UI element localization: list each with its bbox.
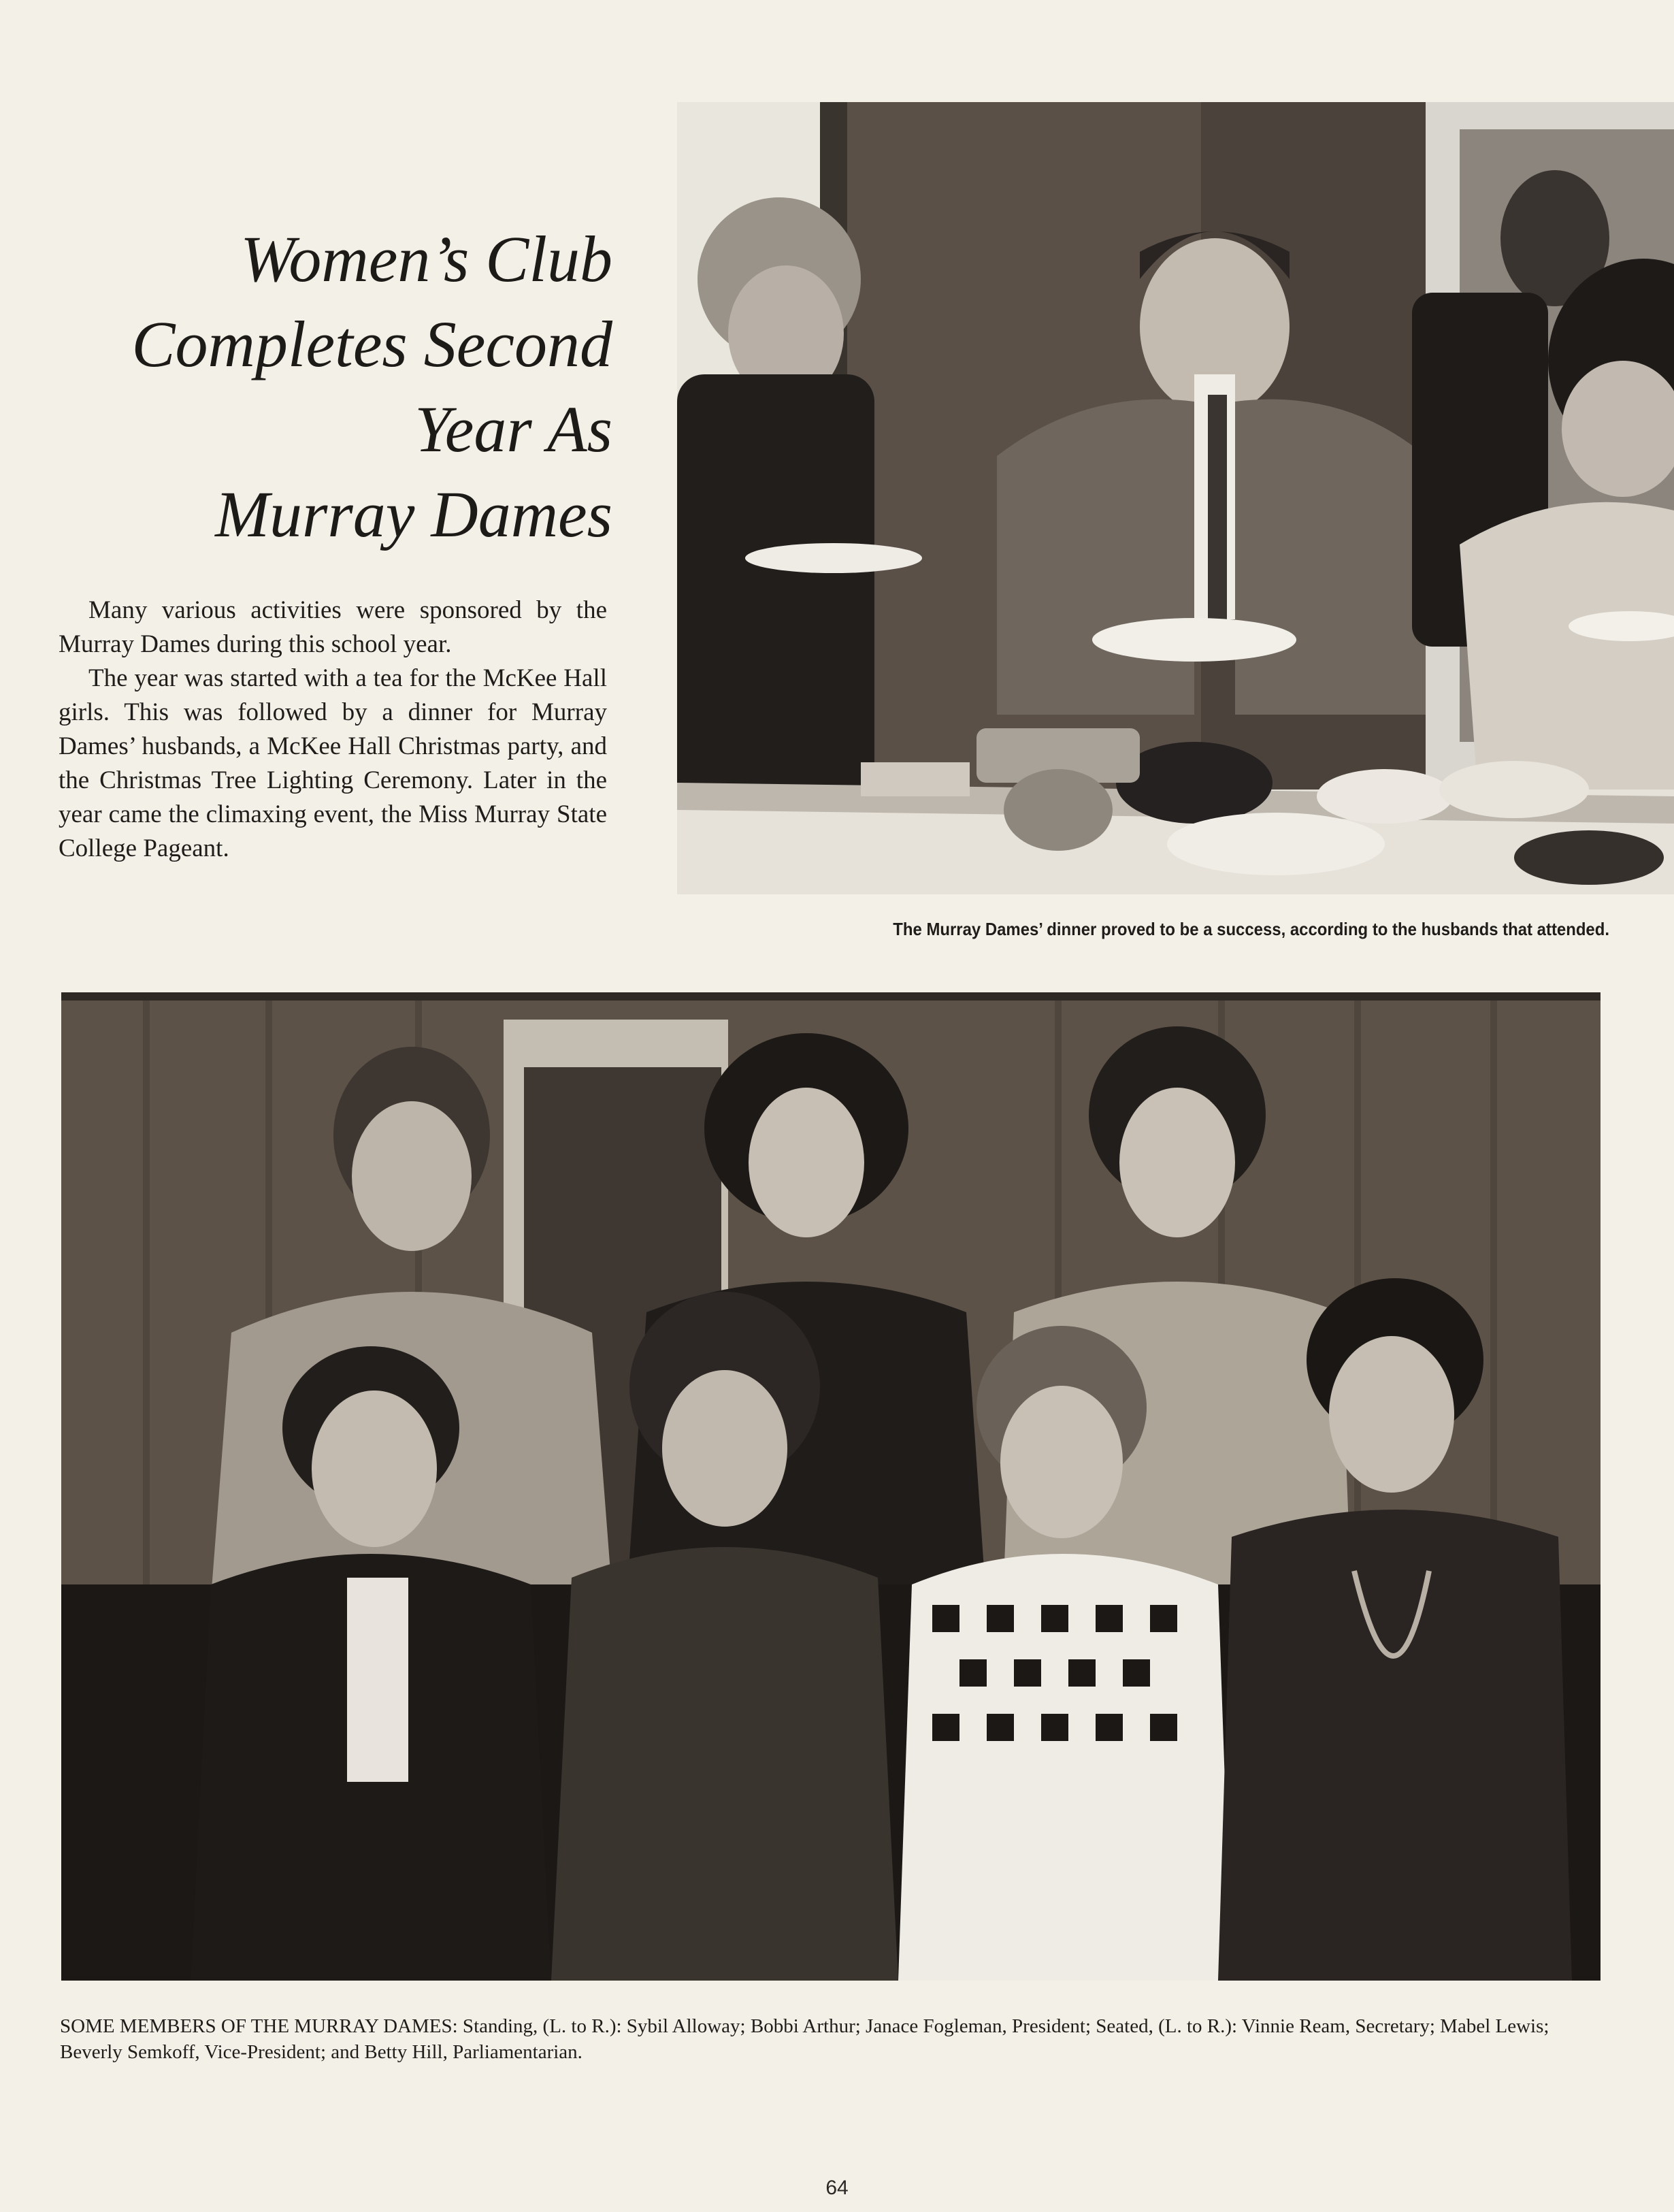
title-line: Completes Second xyxy=(131,308,612,380)
dinner-photo-illustration xyxy=(677,102,1674,894)
title-line: Year As xyxy=(414,393,612,466)
page-title xyxy=(54,216,612,557)
body-paragraph: The year was started with a tea for the McKee Hall girls. This was followed by a dinner for Murray Dames’ husbands, a McKee Hall Christmas party, and the Christmas Tree Lighting Ceremony. Later in the year came the climaxing event, the Miss Murray State College Pageant. xyxy=(59,664,607,862)
article-body xyxy=(59,593,607,866)
title-line: Murray Dames xyxy=(215,478,612,551)
dinner-buffet-photo xyxy=(677,102,1674,894)
title-line: Women’s Club xyxy=(240,223,612,295)
group-portrait-illustration xyxy=(61,992,1601,1981)
page-number: 64 xyxy=(825,2177,849,2199)
body-paragraph: Many various activities were sponsored by the Murray Dames during this school year. xyxy=(59,596,607,658)
group-portrait-photo xyxy=(61,992,1601,1981)
top-photo-caption: The Murray Dames’ dinner proved to be a success, according to the husbands that attended. xyxy=(893,919,1609,939)
bottom-photo-caption: SOME MEMBERS OF THE MURRAY DAMES: Standing, (L. to R.): Sybil Alloway; Bobbi Arthur; Janace Fogleman, President; Seated, (L. to R.): Vinnie Ream, Secretary; Mabel Lewis; Beverly Semkoff, Vice-President; and Betty Hill, Parliamentarian. xyxy=(60,2015,1549,2063)
